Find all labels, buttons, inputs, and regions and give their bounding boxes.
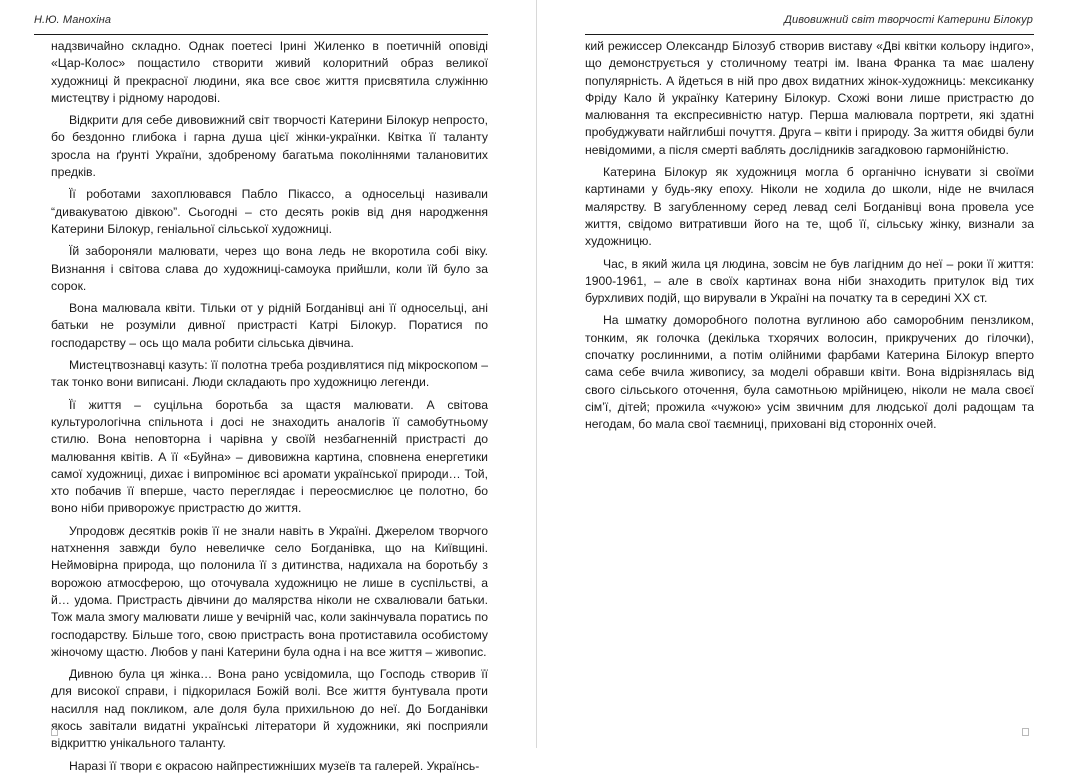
paragraph: Її життя – суцільна боротьба за щастя малювати. А світова культурологічна спільнота і досі не знаходить аналогів її самобутньому стилю. Вона неповторна і чарівна у своїй незбагненній пристрасті до малювання квітів. А її «Буйна» – дивовижна картина, сповнена енергетики самої художниці, дихає і випромінює всі аромати української природи… Той, хто побачив її вперше, часто переглядає і переосмислює це полотно, бо воно ніби приворожує пристрастю до життя. xyxy=(51,397,488,516)
paragraph: Вона малювала квіти. Тільки от у рідній Богданівці ані її односельці, ані батьки не розуміли дивної пристрасті Катрі Білокур. Поратися по господарству – ось що мала робити сільська дівчина. xyxy=(51,301,488,350)
paragraph: кий режиссер Олександр Білозуб створив виставу «Дві квітки кольору індиго», що демонструється у столичному театрі ім. Івана Франка та має шалену популярність. А йдеться в ній про двох видатних жінок-художниць: мексиканку Фріду Кало й українку Катерину Білокур. Схожі вони лише пристрастю до малювання та експресивністю натур. Перша малювала портрети, які здатні пробуджувати найглибші почуття. Друга – квіти і природу. За життя обидві були невідомими, а після смерті ваблять дослідників загадковою гармонійністю. xyxy=(585,39,1034,157)
paragraph: Мистецтвознавці казуть: її полотна треба роздивлятися під мікроскопом – так тонко вони виписані. Люди складають про художницю легенди. xyxy=(51,358,488,390)
right-page-body xyxy=(585,38,1034,439)
paragraph: Наразі її твори є окрасою найпрестижніших музеїв та галерей. Українсь- xyxy=(69,758,480,773)
running-head-title: Дивовижний світ творчості Катерини Білокур xyxy=(784,14,1033,26)
paragraph: Відкрити для себе дивовижний світ творчості Катерини Білокур непросто, бо бездонно глибока і гарна душа цієї жінки-українки. Квітка її таланту зросла на ґрунті України, здобреному багатьма поколіннями талановитих предків. xyxy=(51,113,488,180)
paragraph: Час, в який жила ця людина, зовсім не був лагідним до неї – роки її життя: 1900-1961, – але в своїх картинах вона ніби знаходить притулок від тих бурхливих подій, що вирували в Україні на початку та в середині ХХ ст. xyxy=(585,256,1034,306)
paragraph: На шматку доморобного полотна вуглиною або саморобним пензликом, тонким, як голочка (декілька тхорячих волосин, прикручених до гілочки), спочатку рослинними, а потім олійними фарбами Катерина Білокур вперто сама себе вчила живопису, за моделі обравши квіти. Вона відрізнялась від свого сільського оточення, була самотньою мрійницею, ніколи не мала своєї сім’ї, дітей; прожила «чужою» усім звичним для людської долі радощам та негодам, бо мала свої таємниці, приховані від сторонніх очей. xyxy=(585,313,1034,432)
paragraph: Катерина Білокур як художниця могла б органічно існувати зі своїми картинами у будь-яку епоху. Ніколи не ходила до школи, ніде не вчилася малярству. В загубленному серед левад селі Богданівці вона провела усе життя, свідомо витративши його на те, щоб її, сільську жінку, визнали за художницю. xyxy=(585,165,1034,249)
paragraph: Їй забороняли малювати, через що вона ледь не вкоротила собі віку. Визнання і світова слава до художниці-самоука прийшли, коли їй було за сорок. xyxy=(51,244,488,293)
page-corner-marker xyxy=(51,728,58,736)
paragraph: надзвичайно складно. Однак поетесі Ірині Жиленко в поетичній оповіді «Цар-Колос» пощастило створити живий колоритний образ великої художниці й прекрасної людини, яка все своє життя присвятила служінню мистецтву і рідному народові. xyxy=(51,39,488,105)
header-rule xyxy=(585,34,1034,35)
paragraph: Упродовж десятків років її не знали навіть в Україні. Джерелом творчого натхнення завжди було невеличке село Богданівка, що на Київщині. Неймовірна природа, що полонила її з дитинства, надихала на боротьбу з ворожою атмосферою, що оточувала художницю не лише в суспільстві, а й… удома. Пристрасть дівчини до малярства ніколи не схвалювали батьки. Тож мала змогу малювати лише у вечірній час, коли закінчувала поратись по господарству. Більше того, свою пристрасть вона протиставила особистому жіночому щастю. Любов у пані Катерини була одна і на все життя – живопис. xyxy=(51,523,488,659)
running-head-author: Н.Ю. Манохіна xyxy=(34,14,112,26)
header-rule xyxy=(34,34,488,35)
page-corner-marker xyxy=(1022,728,1029,736)
left-page xyxy=(0,0,536,773)
right-page xyxy=(537,0,1073,748)
left-page-body xyxy=(51,38,488,780)
paragraph: Її роботами захоплювався Пабло Пікассо, а односельці називали “дивакуватою дівкою”. Сьогодні – сто десять років від дня народження Катерини Білокур, геніальної сільської художниці. xyxy=(51,187,488,236)
paragraph: Дивною була ця жінка… Вона рано усвідомила, що Господь створив її для високої справи, і підкорилася Божій волі. Все життя бунтувала проти насилля над покликом, але доля була прихильною до неї. До Богданівки якось завітали видатні українські літератори й художники, які посприяли відкриттю унікального таланту. xyxy=(51,667,488,751)
